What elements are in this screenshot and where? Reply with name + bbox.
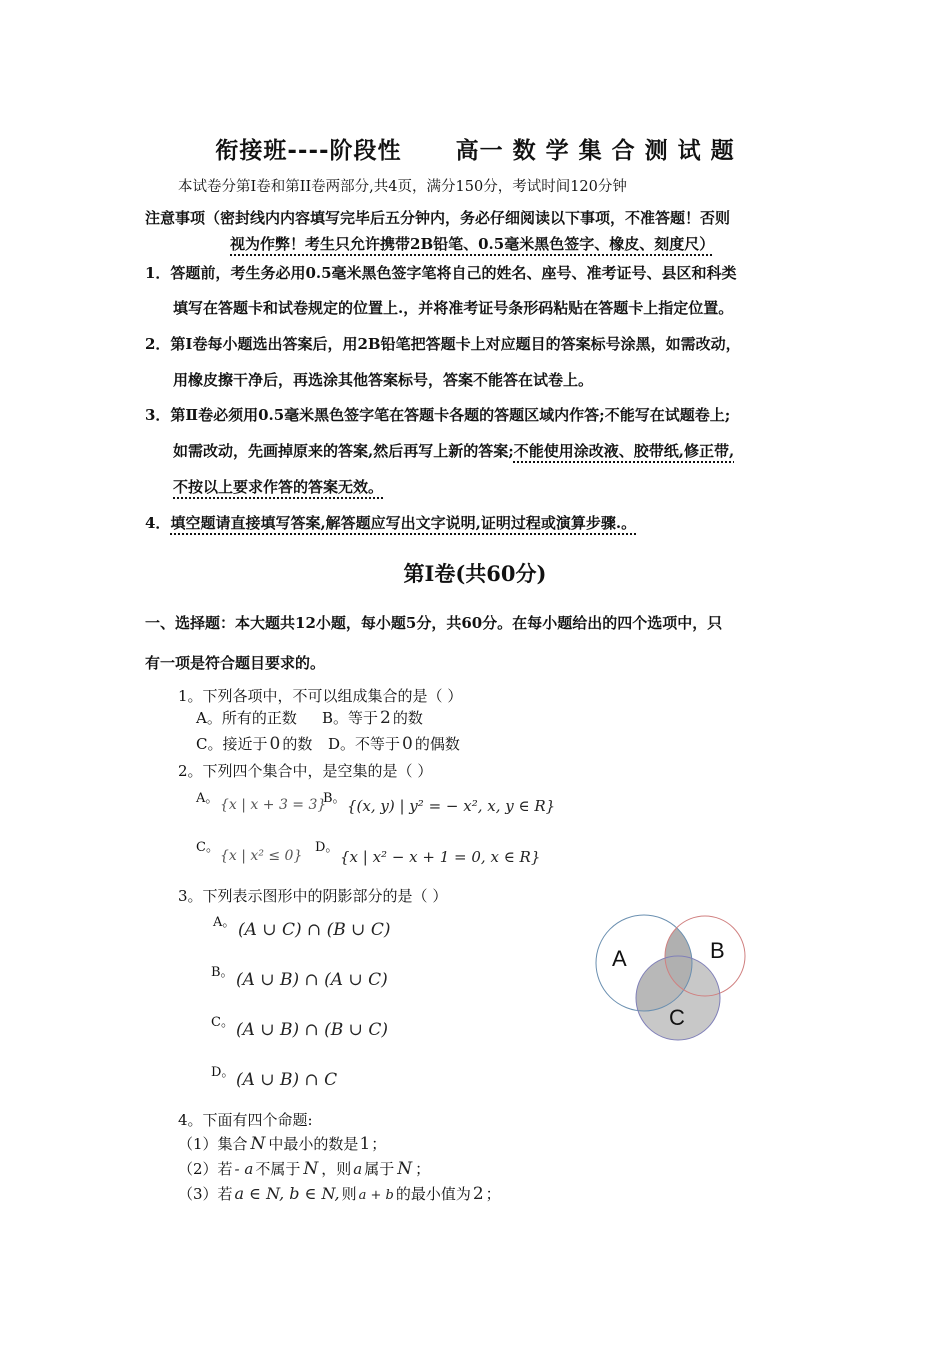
section-title: 第Ⅰ卷(共60分): [403, 561, 547, 586]
q4-prop-2-mid-2: ，则: [321, 1160, 352, 1178]
venn-label-c: C: [669, 1005, 685, 1030]
q2-option-a-math: {x | x + 3 = 3}: [220, 797, 327, 813]
notice-item-3-line-1: 3．第Ⅱ卷必须用0.5毫米黑色签字笔在答题卡各题的答题区域内作答;不能写在试题卷上;: [145, 406, 731, 424]
notice-item-1-line-2: 填写在答题卡和试卷规定的位置上.，并将准考证号条形码粘贴在答题卡上指定位置。: [173, 299, 734, 317]
q1-option-c-text: C。接近于: [196, 735, 268, 753]
q4-prop-3: [178, 1183, 501, 1204]
q4-prop-3-end: ；: [485, 1185, 501, 1203]
q3-option-c-math: (A ∪ B) ∩ (B ∪ C): [236, 1020, 388, 1040]
q4-prop-2-math-4: N: [397, 1159, 413, 1179]
notice-item-1-line-1: 1．答题前，考生务必用0.5毫米黑色签字笔将自己的姓名、座号、准考证号、县区和科类: [145, 264, 737, 282]
q4-prop-1: [178, 1133, 386, 1154]
q4-prop-1-end: ；: [371, 1135, 387, 1153]
q2-option-c-math: {x | x² ≤ 0}: [220, 848, 303, 864]
title-left: 衔接班----阶段性: [215, 138, 402, 164]
q1-option-c-num: 0: [269, 734, 281, 754]
title-right: 高一 数 学 集 合 测 试 题: [455, 138, 735, 164]
q4-stem: 4。下面有四个命题:: [178, 1111, 313, 1129]
q4-prop-1-mid: 中最小的数是: [268, 1135, 359, 1153]
q1-option-d-num: 0: [402, 734, 413, 754]
q4-prop-3-mid: 则: [341, 1185, 357, 1203]
q4-prop-2-pre: （2）若: [178, 1160, 233, 1178]
q1-option-b-tail: 的数: [392, 709, 423, 727]
q4-prop-1-pre: （1）集合: [178, 1135, 248, 1153]
q4-prop-2-math-3: a: [353, 1160, 363, 1178]
q3-option-d-label: D。: [211, 1065, 235, 1080]
notice-line-2-text: 视为作弊！考生只允许携带2B铅笔、0.5毫米黑色签字、橡皮、刻度尺）: [230, 235, 715, 253]
q3-option-a-label: A。: [213, 915, 236, 930]
q2-option-c-label: C。: [196, 840, 219, 855]
notice-item-3-line-3: [173, 476, 383, 497]
notice-item-4-text: 填空题请直接填写答案,解答题应写出文字说明,证明过程或演算步骤.。: [170, 514, 637, 532]
section-intro-line-2: 有一项是符合题目要求的。: [145, 654, 326, 672]
q1-option-b-num: 2: [380, 708, 391, 728]
q2-option-b-math: {(x, y) | y² = − x², x, y ∈ R}: [347, 797, 556, 815]
notice-line-2: [230, 233, 714, 254]
q2-option-d-math: {x | x² − x + 1 = 0, x ∈ R}: [340, 848, 541, 866]
q1-stem: 1。下列各项中，不可以组成集合的是（ ）: [178, 687, 463, 705]
q3-option-c-label: C。: [211, 1015, 234, 1030]
q4-prop-3-mid-2: 的最小值为: [395, 1185, 471, 1203]
q1-option-d-text: D。不等于: [328, 735, 401, 753]
venn-label-b: B: [710, 938, 725, 963]
venn-diagram: [590, 908, 760, 1048]
q4-prop-2-math-2: N: [303, 1159, 319, 1179]
q4-prop-2-end: ；: [415, 1160, 431, 1178]
q2-option-d-label: D。: [315, 840, 339, 855]
q4-prop-3-math-3: 2: [472, 1184, 484, 1204]
notice-item-3-line-2a: 如需改动，先画掉原来的答案,然后再写上新的答案;: [173, 442, 514, 460]
venn-label-a: A: [612, 946, 627, 971]
notice-item-3-line-2: [173, 440, 734, 461]
q1-option-b: [322, 707, 423, 728]
q1-option-c-tail: 的数: [282, 735, 313, 753]
q2-stem: 2。下列四个集合中，是空集的是（ ）: [178, 762, 433, 780]
q4-prop-2: [178, 1158, 430, 1179]
exam-subtitle: 本试卷分第Ⅰ卷和第II卷两部分,共4页，满分150分，考试时间120分钟: [178, 179, 627, 195]
notice-item-4: [145, 512, 636, 533]
q3-option-a-math: (A ∪ C) ∩ (B ∪ C): [238, 920, 391, 940]
notice-line-1: 注意事项（密封线内内容填写完毕后五分钟内，务必仔细阅读以下事项，不准答题！否则: [145, 209, 731, 227]
q1-option-d: [328, 733, 460, 754]
q2-option-b-label: B。: [323, 791, 346, 806]
q3-option-b-math: (A ∪ B) ∩ (A ∪ C): [236, 970, 388, 990]
q1-option-b-text: B。等于: [322, 709, 379, 727]
q4-prop-3-math-2: a + b: [358, 1188, 394, 1203]
page-title: [0, 132, 950, 165]
q4-prop-2-mid-3: 属于: [364, 1160, 395, 1178]
q3-option-b-label: B。: [211, 965, 234, 980]
q4-prop-1-math-1: N: [250, 1134, 266, 1154]
notice-item-3-line-2b: 不能使用涂改液、胶带纸,修正带,: [513, 442, 735, 460]
q1-option-a: A。所有的正数: [196, 709, 297, 727]
q4-prop-3-math-1: a ∈ N, b ∈ N,: [234, 1184, 340, 1203]
q3-option-d-math: (A ∪ B) ∩ C: [236, 1070, 338, 1090]
notice-item-4-num: 4．: [145, 514, 171, 532]
q4-prop-2-mid: 不属于: [255, 1160, 301, 1178]
q4-prop-2-math-1: - a: [234, 1160, 254, 1178]
q4-prop-1-math-2: 1: [359, 1134, 371, 1154]
q3-stem: 3。下列表示图形中的阴影部分的是（ ）: [178, 887, 448, 905]
section-intro-line-1: 一、选择题：本大题共12小题，每小题5分，共60分。在每小题给出的四个选项中，只: [145, 614, 723, 632]
q1-option-c: [196, 733, 312, 754]
notice-item-2-line-1: 2．第Ⅰ卷每小题选出答案后，用2B铅笔把答题卡上对应题目的答案标号涂黑，如需改动，: [145, 335, 741, 353]
q2-option-a-label: A。: [196, 791, 219, 806]
q4-prop-3-pre: （3）若: [178, 1185, 233, 1203]
q1-option-d-tail: 的偶数: [414, 735, 460, 753]
notice-item-2-line-2: 用橡皮擦干净后，再选涂其他答案标号，答案不能答在试卷上。: [173, 371, 594, 389]
notice-item-3-line-3-text: 不按以上要求作答的答案无效。: [173, 478, 384, 496]
